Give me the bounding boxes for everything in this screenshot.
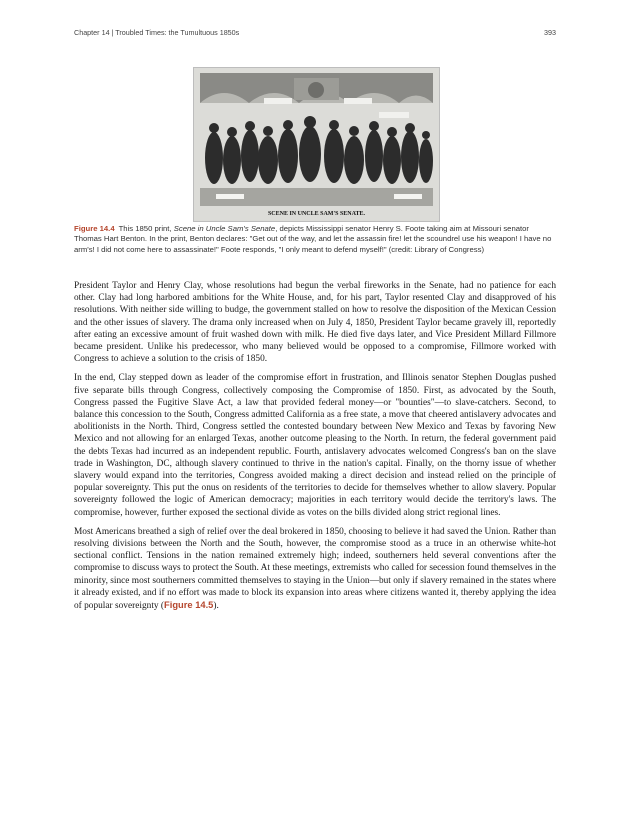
figure-caption (74, 224, 556, 255)
figure-label: Figure 14.4 (74, 224, 115, 233)
paragraph: In the end, Clay stepped down as leader of the compromise effort in frustration, and Illinois senator Stephen Douglas pushed five separate bills through Congress, collectively composing the Compromise of 1850. First, as advocated by the South, Congress passed the Fugitive Slave Act, a law that provided federal money—or "bounties"—to slave-catchers. Second, to balance this concession to the South, Congress admitted California as a free state, a move that cheered antislavery advocates and abolitionists in the North. Third, Congress settled the contested boundary between New Mexico and Texas by favoring New Mexico and not allowing for an enlarged Texas, another outcome pleasing to the North. In return, the federal government paid the debts Texas had incurred as an independent republic. Fourth, antislavery advocates welcomed Congress's ban on the slave trade in Washington, DC, although slavery continued to thrive in the nation's capital. Finally, on the thorny issue of whether slavery would expand into the territories, Congress avoided making a direct decision and instead relied on the principle of popular sovereignty. This put the onus on residents of the territories to decide for themselves whether to allow slavery. Popular sovereignty followed the logic of American democracy; majorities in each territory would decide the territory's laws. The compromise, however, further exposed the sectional divide as votes on the bills divided along strict regional lines. (74, 373, 556, 518)
print-title: SCENE IN UNCLE SAM'S SENATE. (267, 211, 366, 217)
senate-scene-illustration (194, 68, 439, 221)
caption-pre: This 1850 print, (118, 224, 174, 233)
figure-image (193, 67, 440, 222)
page-header (74, 28, 556, 37)
paragraph-tail: ). (213, 601, 219, 612)
chapter-title: Chapter 14 | Troubled Times: the Tumultuous 1850s (74, 28, 240, 37)
figure-link[interactable]: Figure 14.5 (164, 600, 214, 611)
page-number: 393 (544, 28, 556, 37)
paragraph: President Taylor and Henry Clay, whose resolutions had begun the verbal fireworks in the Senate, had no patience for each other. Clay had long harbored ambitions for the White House, and, for his part, Taylor resented Clay and disapproved of his resolutions. With neither side willing to budge, the government stalled on how to resolve the disposition of the Mexican Cession and the other issues of slavery. The drama only increased when on July 4, 1850, President Taylor became gravely ill, reportedly after eating an excessive amount of fruit washed down with milk. He died five days later, and Vice President Millard Fillmore became president. Unlike his predecessor, who many believed would be opposed to a compromise, Fillmore worked with Congress to achieve a solution to the crisis of 1850. (74, 281, 556, 365)
body-text (74, 280, 556, 619)
caption-post: , depicts Mississippi senator Henry S. Foote taking aim at Missouri senator Thomas Hart Benton. In the print, Benton declares: "Get out of the way, and let the assassin fire! let the scoundrel use his weapon! I have no arm's! I did not come here to assassinate!" Foote responds, "I only meant to defend myself!" (credit: Library of Congress) (74, 224, 552, 254)
caption-title: Scene in Uncle Sam's Senate (173, 224, 276, 233)
paragraph-last (74, 526, 556, 612)
paragraph-text: Most Americans breathed a sigh of relief over the deal brokered in 1850, choosing to believe it had saved the Union. Rather than resolving divisions between the North and the South, however, the compromise stood as a truce in an otherwise white-hot sectional conflict. Tensions in the nation remained extremely high; indeed, southerners held several conventions after the compromise to discuss ways to protect the South. At these meetings, extremists who called for secession found themselves in the minority, since most southerners committed themselves to staying in the Union—but only if slavery remained in the states where it already existed, and if no effort was made to block its expansion into areas where citizens wanted it, thereby applying the idea of popular sovereignty ( (74, 526, 556, 612)
